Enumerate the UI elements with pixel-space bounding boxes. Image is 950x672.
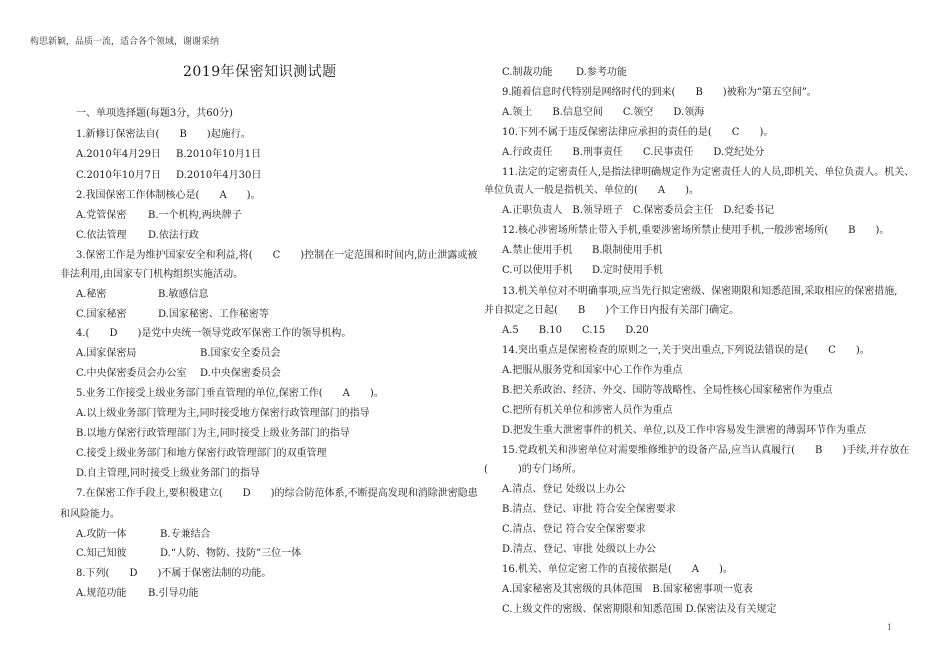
option-1d: D.2010年4月30日 <box>176 170 262 181</box>
question-5: 5.业务工作接受上级业务部门垂直管理的单位,保密工作( A )。 <box>76 388 384 399</box>
option-7b: B.专兼结合 <box>160 529 211 540</box>
option-12c: C.可以使用手机 <box>502 265 573 276</box>
question-8: 8.下列( D )不属于保密法制的功能。 <box>76 568 272 579</box>
option-3b: B.敏感信息 <box>158 289 209 300</box>
options-16cd: C.上级文件的密级、保密期限和知悉范围 D.保密法及有关规定 <box>502 604 777 615</box>
question-15-line2: ( )的专门场所。 <box>484 464 582 475</box>
question-11-line2: 单位负责人一般是指机关、单位的( A )。 <box>484 185 700 196</box>
option-2d: D.依法行政 <box>148 230 199 241</box>
question-1: 1.新修订保密法自( B )起施行。 <box>76 129 251 140</box>
option-8d: D.参考功能 <box>576 67 627 78</box>
option-14a: A.把服从服务党和国家中心工作作为重点 <box>502 365 683 376</box>
option-4c: C.中央保密委员会办公室 <box>76 368 187 379</box>
option-8c: C.制裁功能 <box>502 67 553 78</box>
option-15d: D.清点、登记、审批 处级以上办公 <box>502 544 657 555</box>
options-13: A.5 B.10 C.15 D.20 <box>502 325 649 336</box>
option-4b: B.国家安全委员会 <box>200 348 281 359</box>
option-12a: A.禁止使用手机 <box>502 245 573 256</box>
option-3a: A.秘密 <box>76 289 107 300</box>
question-15-line1: 15.党政机关和涉密单位对需要维修维护的设备产品,应当认真履行( B )手续,并存放在 <box>502 445 910 456</box>
option-14c: C.把所有机关单位和涉密人员作为重点 <box>502 405 673 416</box>
option-7a: A.攻防一体 <box>76 529 127 540</box>
option-5c: C.接受上级业务部门和地方保密行政管理部门的双重管理 <box>76 448 327 459</box>
option-8b: B.引导功能 <box>148 588 199 599</box>
option-5d: D.自主管理,同时接受上级业务部门的指导 <box>76 468 261 479</box>
option-14d: D.把发生重大泄密事件的机关、单位,以及工作中容易发生泄密的薄弱环节作为重点 <box>502 425 867 436</box>
question-13-line1: 13.机关单位对不明确事项,应当先行拟定密级、保密期限和知悉范围,采取相应的保密措施, <box>502 286 898 297</box>
option-4d: D.中央保密委员会 <box>200 368 281 379</box>
options-10: A.行政责任 B.刑事责任 C.民事责任 D.党纪处分 <box>502 147 765 158</box>
page-number: 1 <box>886 623 892 632</box>
option-1b: B.2010年10月1日 <box>176 149 262 160</box>
question-10: 10.下列不属于违反保密法律应承担的责任的是( C )。 <box>502 127 774 138</box>
options-11: A.正职负责人 B.领导班子 C.保密委员会主任 D.纪委书记 <box>502 205 775 216</box>
question-3-line1: 3.保密工作是为维护国家安全和利益,将( C )控制在一定范围和时间内,防止泄露或被 <box>76 250 478 261</box>
option-1c: C.2010年10月7日 <box>76 170 162 181</box>
option-2c: C.依法管理 <box>76 230 127 241</box>
question-4: 4.( D )是党中央统一领导党政军保密工作的领导机构。 <box>76 328 352 339</box>
option-8a: A.规范功能 <box>76 588 127 599</box>
question-7-line2: 和风险能力。 <box>60 509 120 520</box>
question-14: 14.突出重点是保密检查的原则之一,关于突出重点,下列说法错误的是( C )。 <box>502 345 870 356</box>
question-3-line2: 非法利用,由国家专门机构组织实施活动。 <box>60 269 244 280</box>
option-2a: A.党管保密 <box>76 210 127 221</box>
option-15c: C.清点、登记 符合安全保密要求 <box>502 524 646 535</box>
option-4a: A.国家保密局 <box>76 348 137 359</box>
question-7-line1: 7.在保密工作手段上,要积极建立( D )的综合防范体系,不断提高发现和消除泄密隐患 <box>76 488 478 499</box>
question-16: 16.机关、单位定密工作的直接依据是( A )。 <box>502 564 733 575</box>
question-11-line1: 11.法定的定密责任人,是指法律明确规定作为定密责任人的人员,即机关、单位负责人。机关、 <box>502 167 915 178</box>
option-12b: B.限制使用手机 <box>592 245 663 256</box>
option-7c: C.知己知彼 <box>76 548 127 559</box>
header-note: 构思新颖，品质一流，适合各个领域，谢谢采纳 <box>30 37 220 47</box>
option-12d: D.定时使用手机 <box>592 265 663 276</box>
section-heading: 一、单项选择题(每题3分，共60分) <box>76 108 233 119</box>
options-9: A.领土 B.信息空间 C.领空 D.领海 <box>502 107 705 118</box>
option-2b: B.一个机构,两块牌子 <box>148 210 242 221</box>
option-15b: B.清点、登记、审批 符合安全保密要求 <box>502 504 676 515</box>
option-3d: D.国家秘密、工作秘密等 <box>158 309 269 320</box>
option-5b: B.以地方保密行政管理部门为主,同时接受上级业务部门的指导 <box>76 428 350 439</box>
options-16ab: A.国家秘密及其密级的具体范围 B.国家秘密事项一览表 <box>502 584 753 595</box>
option-5a: A.以上级业务部门管理为主,同时接受地方保密行政管理部门的指导 <box>76 408 370 419</box>
question-2: 2.我国保密工作体制核心是( A )。 <box>76 190 261 201</box>
question-12: 12.核心涉密场所禁止带入手机,重要涉密场所禁止使用手机,一般涉密场所( B )。 <box>502 225 890 236</box>
option-1a: A.2010年4月29日 <box>76 149 161 160</box>
question-13-line2: 并自拟定之日起( B )个工作日内报有关部门确定。 <box>484 305 740 316</box>
option-7d: D.“人防、物防、技防”三位一体 <box>160 548 302 559</box>
option-15a: A.清点、登记 处级以上办公 <box>502 484 626 495</box>
page-title: 2019年保密知识测试题 <box>183 64 337 81</box>
option-14b: B.把关系政治、经济、外交、国防等战略性、全局性核心国家秘密作为重点 <box>502 385 833 396</box>
question-9: 9.随着信息时代特别是网络时代的到来( B )被称为“第五空间”。 <box>502 87 817 98</box>
option-3c: C.国家秘密 <box>76 309 127 320</box>
